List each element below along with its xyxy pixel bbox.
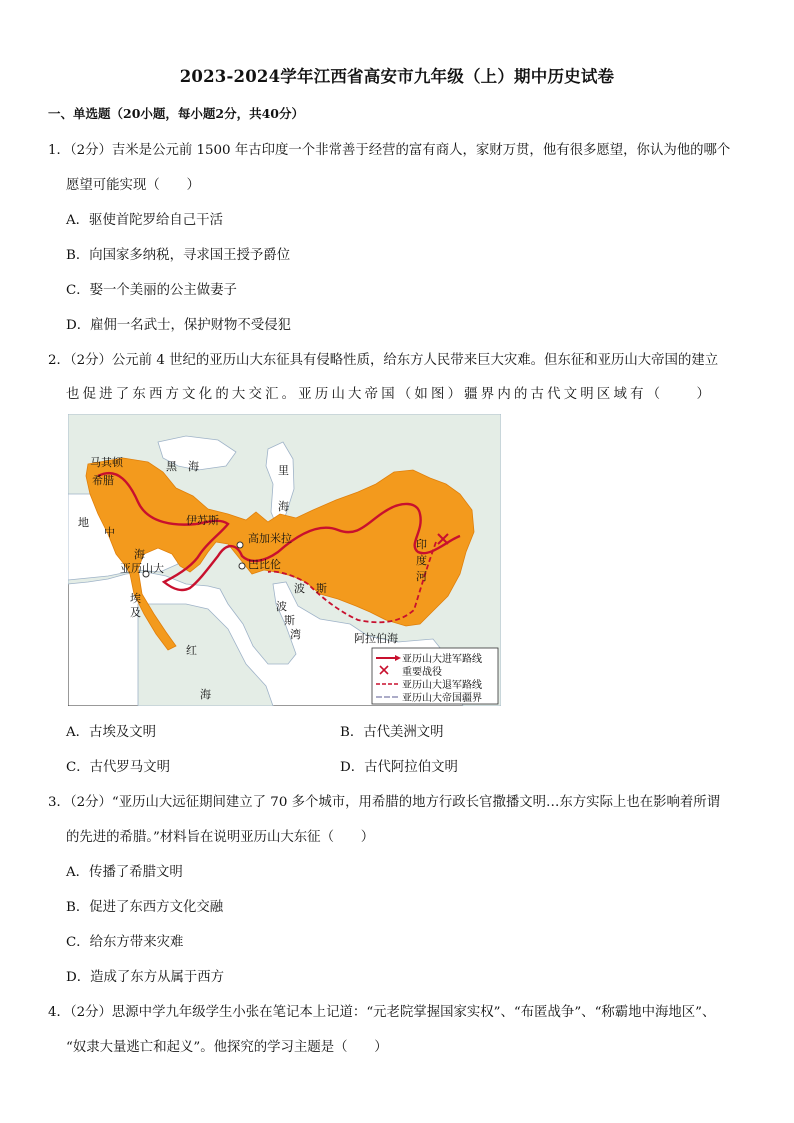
label-indus-1: 印 (416, 538, 427, 551)
legend-border: 亚历山大帝国疆界 (402, 693, 482, 704)
q3-option-b: B．促进了东西方文化交融 (66, 900, 224, 915)
label-arabian-sea: 阿拉伯海 (354, 632, 398, 645)
legend-retreat: 亚历山大退军路线 (402, 680, 482, 691)
label-med-2: 中 (104, 526, 115, 539)
label-indus-2: 度 (416, 554, 427, 567)
q1-stem-line2: 愿望可能实现（ ） (66, 178, 200, 193)
q2-stem-line1: 2．（2分）公元前 4 世纪的亚历山大东征具有侵略性质，给东方人民带来巨大灾难。但东征和亚历山大帝国的建立 (48, 353, 719, 368)
q4-stem-line1: 4．（2分）思源中学九年级学生小张在笔记本上记道：“元老院掌握国家实权”、“布匿战争”、“称霸地中海地区”、 (48, 1005, 716, 1020)
label-gaugamela: 高加米拉 (248, 532, 292, 545)
q2-option-a: A．古埃及文明 (66, 725, 157, 740)
label-greece: 希腊 (92, 474, 114, 487)
label-caspian-1: 里 (278, 464, 289, 477)
label-med-3: 海 (134, 548, 145, 561)
q2-stem-line2: 也促进了东西方文化的大交汇。亚历山大帝国（如图）疆界内的古代文明区域有（ ） (66, 387, 714, 402)
q4-stem-line2: “奴隶大量逃亡和起义”。他探究的学习主题是（ ） (66, 1040, 388, 1055)
label-babylon: 巴比伦 (248, 558, 281, 571)
alexander-empire-map (68, 414, 501, 706)
q1-option-b: B．向国家多纳税，寻求国王授予爵位 (66, 248, 291, 263)
label-issus: 伊苏斯 (186, 514, 219, 527)
label-egypt-1: 埃 (130, 592, 141, 605)
label-egypt-2: 及 (130, 606, 141, 619)
label-caspian-2: 海 (278, 500, 289, 513)
label-macedonia: 马其顿 (90, 456, 123, 469)
q2-option-d: D．古代阿拉伯文明 (340, 760, 458, 775)
label-med-1: 地 (78, 516, 89, 529)
label-red-sea-1: 红 (186, 644, 197, 657)
q2-option-b: B．古代美洲文明 (340, 725, 444, 740)
label-gulf-1: 波 (276, 600, 287, 613)
label-gulf-2: 斯 (284, 614, 295, 627)
q1-option-a: A．驱使首陀罗给自己干活 (66, 213, 223, 228)
label-alexandria: 亚历山大 (120, 562, 164, 575)
page-title: 2023-2024学年江西省高安市九年级（上）期中历史试卷 (179, 67, 615, 86)
map-legend (372, 648, 498, 704)
section-heading: 一、单选题（20小题，每小题2分，共40分） (48, 106, 304, 121)
legend-advance: 亚历山大进军路线 (402, 654, 482, 665)
label-black-sea: 黑 海 (166, 460, 199, 473)
label-red-sea-2: 海 (200, 688, 211, 701)
legend-battle: 重要战役 (402, 667, 442, 678)
q2-option-c: C．古代罗马文明 (66, 760, 170, 775)
q1-option-c: C．娶一个美丽的公主做妻子 (66, 283, 237, 298)
q1-stem-line1: 1．（2分）吉米是公元前 1500 年古印度一个非常善于经营的富有商人，家财万贯，他有很多愿望，你认为他的哪个 (48, 143, 731, 158)
label-persia: 波 斯 (294, 582, 327, 595)
q3-option-a: A．传播了希腊文明 (66, 865, 183, 880)
q3-option-d: D．造成了东方从属于西方 (66, 970, 225, 985)
q3-option-c: C．给东方带来灾难 (66, 935, 184, 950)
label-indus-3: 河 (416, 570, 427, 583)
q1-option-d: D．雇佣一名武士，保护财物不受侵犯 (66, 318, 291, 333)
q3-stem-line2: 的先进的希腊。”材料旨在说明亚历山大东征（ ） (66, 830, 375, 845)
label-gulf-3: 湾 (290, 628, 301, 641)
q3-stem-line1: 3．（2分）“亚历山大远征期间建立了 70 多个城市，用希腊的地方行政长官撒播文明…东方实际上也在影响着所谓 (48, 795, 721, 810)
